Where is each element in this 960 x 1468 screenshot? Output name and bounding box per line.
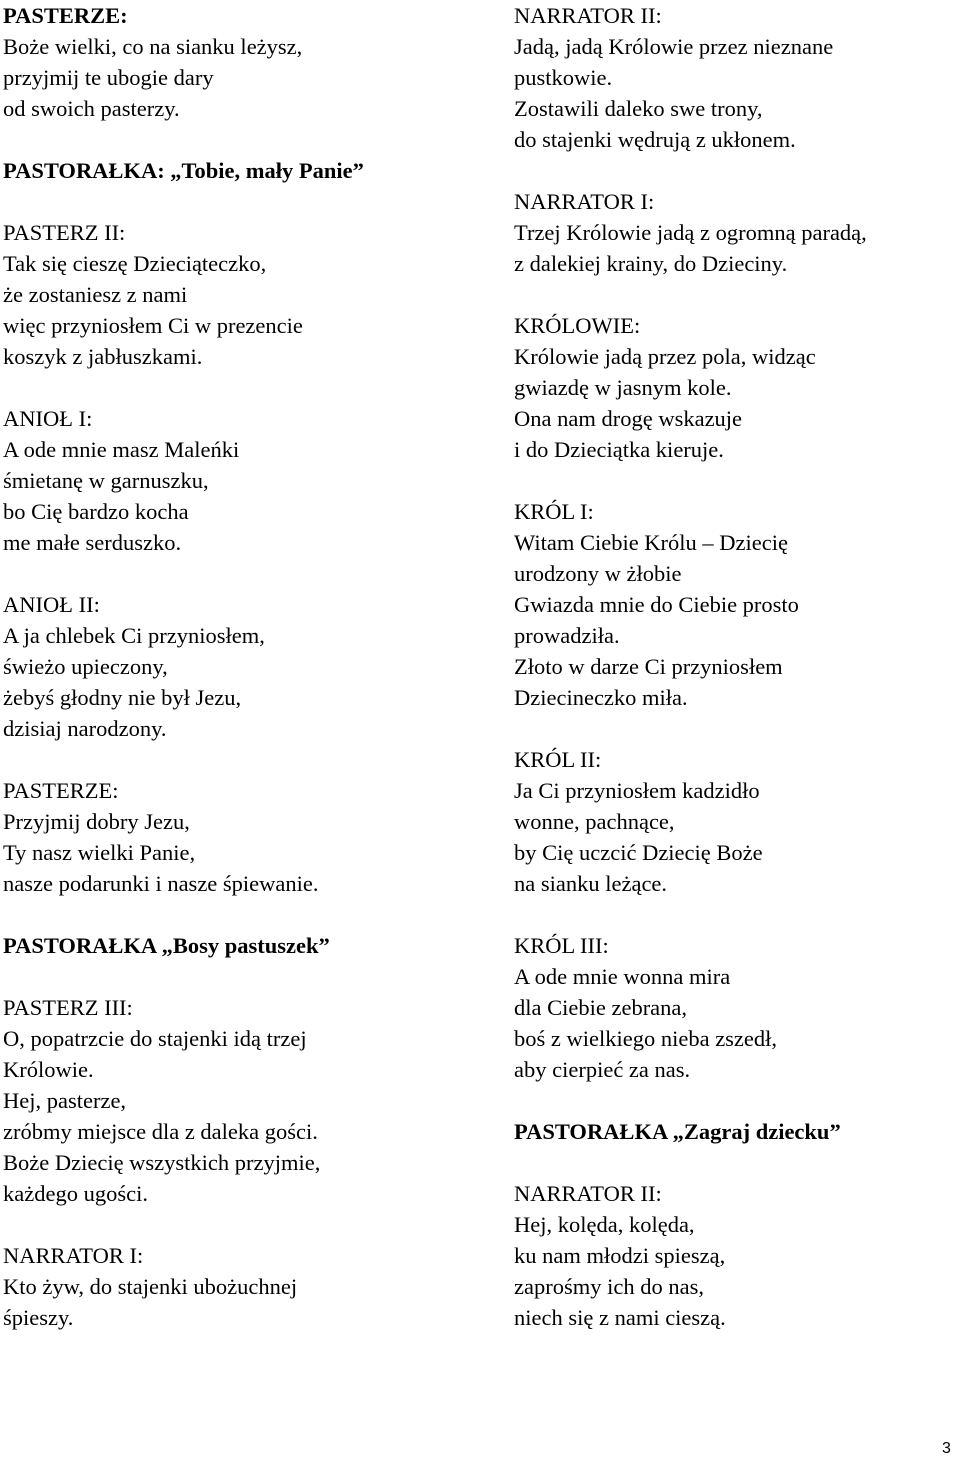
left-column [3,0,473,1333]
block-krol-2 [514,744,954,899]
section-heading: PASTORAŁKA „Bosy pastuszek” [3,933,330,958]
verse-line: Hej, kolęda, kolęda, [514,1212,695,1237]
verse-line: Tak się cieszę Dzieciąteczko, [3,251,267,276]
verse-line: gwiazdę w jasnym kole. [514,375,732,400]
verse-line: więc przyniosłem Ci w prezencie [3,313,303,338]
block-krolowie [514,310,954,465]
block-pasterze-2 [3,775,473,899]
verse-line: urodzony w żłobie [514,561,682,586]
verse-line: Zostawili daleko swe trony, [514,96,763,121]
verse-line: wonne, pachnące, [514,809,675,834]
verse-line: prowadziła. [514,623,620,648]
verse-line: śpieszy. [3,1305,74,1330]
verse-line: Ty nasz wielki Panie, [3,840,196,865]
verse-line: bo Cię bardzo kocha [3,499,189,524]
verse-line: Przyjmij dobry Jezu, [3,809,190,834]
verse-line: zaprośmy ich do nas, [514,1274,704,1299]
speaker-label: PASTERZ III: [3,995,133,1020]
verse-line: koszyk z jabłuszkami. [3,344,203,369]
block-pasterz-2 [3,217,473,372]
block-narrator-2b [514,1178,954,1333]
verse-line: Gwiazda mnie do Ciebie prosto [514,592,799,617]
block-narrator-2 [514,0,954,155]
verse-line: Ja Ci przyniosłem kadzidło [514,778,760,803]
block-aniol-2 [3,589,473,744]
verse-line: ku nam młodzi spieszą, [514,1243,726,1268]
verse-line: nasze podarunki i nasze śpiewanie. [3,871,319,896]
speaker-label: KRÓL III: [514,933,609,958]
verse-line: boś z wielkiego nieba zszedł, [514,1026,778,1051]
verse-line: me małe serduszko. [3,530,182,555]
verse-line: Dziecineczko miła. [514,685,688,710]
verse-line: dla Ciebie zebrana, [514,995,688,1020]
verse-line: O, popatrzcie do stajenki idą trzej [3,1026,307,1051]
verse-line: Boże Dziecię wszystkich przyjmie, [3,1150,321,1175]
speaker-label: NARRATOR I: [514,189,655,214]
speaker-label: PASTERZE: [3,3,128,28]
block-krol-3 [514,930,954,1085]
verse-line: Boże wielki, co na sianku leżysz, [3,34,303,59]
speaker-label: NARRATOR II: [514,3,662,28]
verse-line: przyjmij te ubogie dary [3,65,214,90]
block-pasterze-1 [3,0,473,124]
verse-line: z dalekiej krainy, do Dzieciny. [514,251,788,276]
verse-line: pustkowie. [514,65,613,90]
verse-line: do stajenki wędrują z ukłonem. [514,127,796,152]
block-pasterz-3 [3,992,473,1209]
verse-line: każdego ugości. [3,1181,148,1206]
verse-line: Królowie jadą przez pola, widząc [514,344,816,369]
verse-line: świeżo upieczony, [3,654,168,679]
block-narrator-1 [3,1240,473,1333]
verse-line: Trzej Królowie jadą z ogromną paradą, [514,220,867,245]
verse-line: Hej, pasterze, [3,1088,127,1113]
verse-line: zróbmy miejsce dla z daleka gości. [3,1119,318,1144]
section-heading: PASTORAŁKA „Zagraj dziecku” [514,1119,841,1144]
verse-line: Jadą, jadą Królowie przez nieznane [514,34,834,59]
speaker-label: ANIOŁ II: [3,592,100,617]
verse-line: Witam Ciebie Królu – Dziecię [514,530,788,555]
verse-line: od swoich pasterzy. [3,96,180,121]
speaker-label: PASTERZE: [3,778,119,803]
speaker-label: NARRATOR II: [514,1181,662,1206]
speaker-label: NARRATOR I: [3,1243,144,1268]
verse-line: śmietanę w garnuszku, [3,468,209,493]
verse-line: A ode mnie masz Maleńki [3,437,240,462]
speaker-label: PASTERZ II: [3,220,126,245]
verse-line: na sianku leżące. [514,871,668,896]
verse-line: że zostaniesz z nami [3,282,188,307]
block-aniol-1 [3,403,473,558]
verse-line: Złoto w darze Ci przyniosłem [514,654,783,679]
block-krol-1 [514,496,954,713]
page-number: 3 [942,1440,951,1457]
verse-line: żebyś głodny nie był Jezu, [3,685,242,710]
block-pastoralka-2 [3,930,473,961]
verse-line: A ja chlebek Ci przyniosłem, [3,623,265,648]
section-heading: PASTORAŁKA: „Tobie, mały Panie” [3,158,364,183]
verse-line: niech się z nami cieszą. [514,1305,726,1330]
block-pastoralka-3 [514,1116,954,1147]
block-pastoralka-1 [3,155,473,186]
verse-line: by Cię uczcić Dziecię Boże [514,840,763,865]
verse-line: Królowie. [3,1057,94,1082]
verse-line: aby cierpieć za nas. [514,1057,691,1082]
speaker-label: KRÓL I: [514,499,594,524]
verse-line: dzisiaj narodzony. [3,716,167,741]
verse-line: A ode mnie wonna mira [514,964,731,989]
verse-line: Ona nam drogę wskazuje [514,406,743,431]
speaker-label: ANIOŁ I: [3,406,93,431]
verse-line: i do Dzieciątka kieruje. [514,437,724,462]
speaker-label: KRÓLOWIE: [514,313,641,338]
speaker-label: KRÓL II: [514,747,602,772]
verse-line: Kto żyw, do stajenki ubożuchnej [3,1274,298,1299]
right-column [514,0,954,1333]
block-narrator-1b [514,186,954,279]
